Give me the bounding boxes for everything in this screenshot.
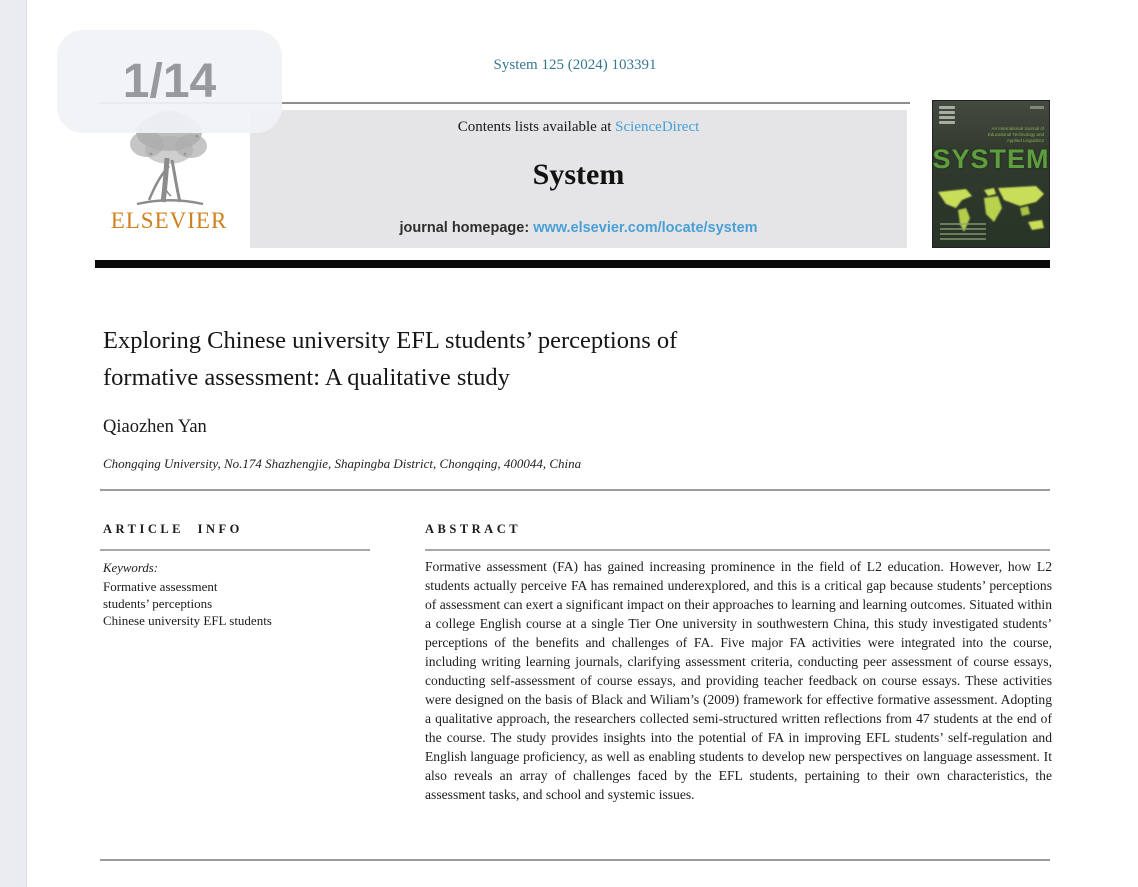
- contents-prefix: Contents lists available at: [457, 119, 616, 135]
- cover-elsevier-mark-icon: [939, 106, 955, 126]
- keyword-item: Chinese university EFL students: [103, 613, 272, 628]
- elsevier-wordmark: ELSEVIER: [110, 208, 228, 233]
- article-title-line2: formative assessment: A qualitative study: [103, 364, 510, 391]
- journal-cover-thumbnail: [932, 100, 1050, 248]
- keywords-label: Keywords:: [103, 561, 158, 575]
- cover-editors-text: [940, 223, 986, 240]
- journal-name: System: [532, 158, 625, 191]
- cover-journal-title: SYSTEM: [932, 144, 1050, 174]
- page-indicator-badge: [57, 30, 282, 133]
- article-title-line1: Exploring Chinese university EFL students’ perceptions of: [103, 327, 678, 354]
- keyword-item: students’ perceptions: [103, 596, 213, 611]
- homepage-label: journal homepage:: [399, 220, 534, 236]
- abstract-rule: [425, 549, 1050, 551]
- sciencedirect-link[interactable]: ScienceDirect: [615, 119, 700, 135]
- journal-header-box: [250, 110, 907, 248]
- article-info-rule: [100, 549, 370, 551]
- cover-subtitle: An International Journal of Educational Technology and Applied Linguistics: [987, 126, 1044, 143]
- cover-volume-text: [1030, 106, 1044, 109]
- abstract-text: Formative assessment (FA) has gained increasing prominence in the field of L2 education. However, how L2 students actually perceive FA has remained underexplored, and this is a critical gap because students’ perceptions of assessment can exert a significant impact on their approaches to learning and learning outcomes. Situated within a college English course at a single Tier One university in southwestern China, this study investigated students’ perceptions of the benefits and challenges of FA. Five major FA activities were integrated into the course, including writing learning journals, clarifying assessment criteria, conducting peer assessment of course essays, conducting self-assessment of course essays, and providing teacher feedback on course essays. These activities were designed on the basis of Black and Wiliam’s (2009) framework for effective formative assessment. Adopting a qualitative approach, the researchers collected semi-structured written reflections from 47 students at the end of the course. The study provides insights into the potential of FA in improving EFL students’ self-regulation and English language proficiency, as well as enabling students to develop new perspectives on language assessment. It also reveals an array of challenges faced by the EFL students, pertaining to their own characteristics, the assessment tasks, and school and systemic issues.: [425, 559, 1052, 802]
- keyword-item: Formative assessment: [103, 579, 218, 594]
- header-divider-bar: [95, 260, 1050, 268]
- homepage-line: [250, 220, 907, 236]
- section-top-rule: [100, 489, 1050, 491]
- journal-homepage-link[interactable]: www.elsevier.com/locate/system: [533, 220, 758, 236]
- citation-link[interactable]: System 125 (2024) 103391: [493, 57, 657, 73]
- article-info-heading: ARTICLE INFO: [103, 522, 243, 536]
- author-name: Qiaozhen Yan: [103, 417, 207, 437]
- article-title: [103, 322, 863, 396]
- author-affiliation: Chongqing University, No.174 Shazhengjie, Shapingba District, Chongqing, 400044, China: [103, 456, 582, 471]
- contents-line: [250, 119, 907, 136]
- viewer-left-gutter: [0, 0, 27, 887]
- page-bottom-rule: [100, 859, 1050, 861]
- page-indicator-text: 1/14: [122, 55, 217, 108]
- abstract-heading: ABSTRACT: [425, 522, 522, 536]
